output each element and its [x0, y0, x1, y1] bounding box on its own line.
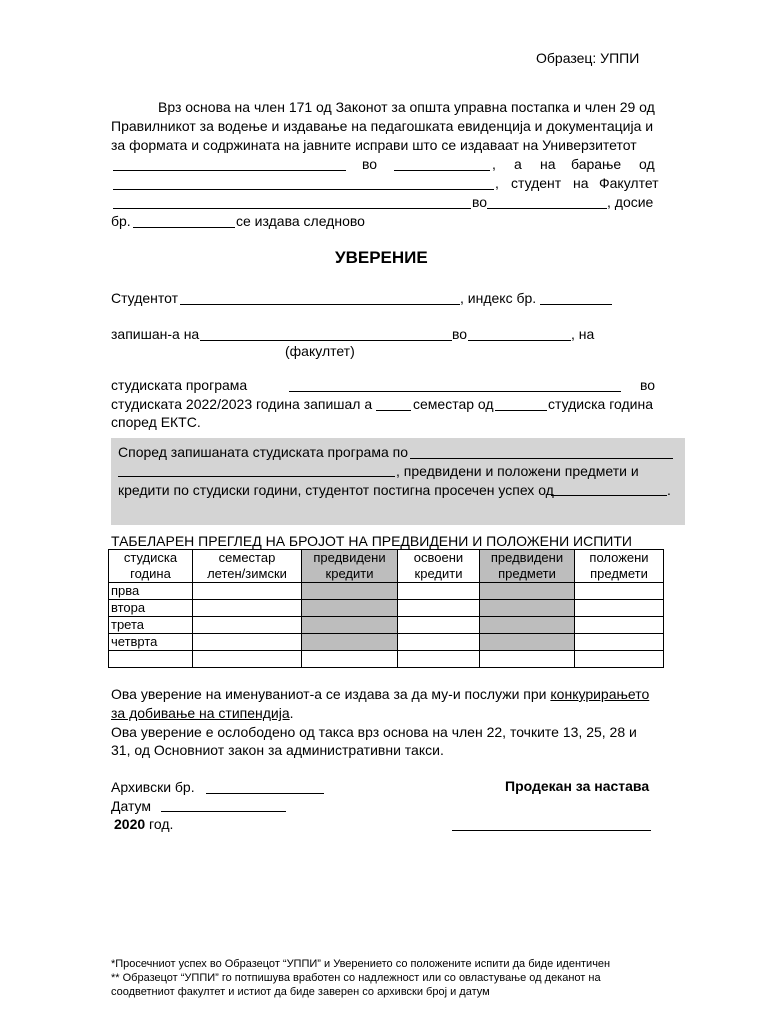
table-caption: ТАБЕЛАРЕН ПРЕГЛЕД НА БРОЈОТ НА ПРЕДВИДЕНИ И ПОЛОЖЕНИ ИСПИТИ	[111, 533, 632, 549]
col-header: освоени кредити	[398, 550, 480, 583]
purpose-underlined-1: конкурирањето	[550, 686, 650, 702]
table-cell[interactable]	[302, 583, 398, 600]
year-cell: четврта	[109, 634, 193, 651]
average-grade-blank[interactable]	[551, 495, 667, 496]
program-vo: во	[640, 377, 656, 393]
dossier-number-blank[interactable]	[133, 227, 235, 228]
table-row	[109, 583, 664, 600]
program-blank[interactable]	[289, 391, 621, 392]
table-cell[interactable]	[193, 583, 302, 600]
grey-line-1: Според запишаната студиската програма по	[118, 444, 409, 460]
table-cell[interactable]	[480, 651, 575, 668]
purpose-line-2: за добивање на стипендија.	[111, 705, 294, 721]
year-line: студиската 2022/2023 година запишал а	[111, 396, 373, 412]
ects-line: според ЕКТС.	[111, 414, 201, 430]
col-header: семестар летен/зимски	[193, 550, 302, 583]
index-number-blank[interactable]	[540, 304, 612, 305]
table-row	[109, 634, 664, 651]
comma: ,	[495, 175, 499, 191]
year-cell: втора	[109, 600, 193, 617]
col-header: предвидени кредити	[302, 550, 398, 583]
comma: ,	[492, 156, 496, 172]
program-name-blank-2[interactable]	[118, 476, 395, 477]
archive-number-blank[interactable]	[206, 793, 324, 794]
table-cell[interactable]	[480, 617, 575, 634]
intro-vo-2: во	[472, 194, 488, 210]
archive-label: Архивски бр.	[111, 779, 195, 795]
enrolled-na: , на	[571, 326, 595, 342]
study-year-blank[interactable]	[495, 410, 547, 411]
signatory-title: Продекан за настава	[505, 778, 650, 794]
intro-na: на	[540, 156, 556, 172]
table-cell[interactable]	[193, 600, 302, 617]
note-3: соодветниот факултет и истиот да биде заверен со архивски број и датум	[111, 986, 490, 998]
table-cell[interactable]	[302, 651, 398, 668]
table-cell[interactable]	[575, 583, 664, 600]
faculty-city-blank[interactable]	[487, 208, 607, 209]
table-row	[109, 617, 664, 634]
faculty-name-blank[interactable]	[113, 208, 471, 209]
col-header: предвидени предмети	[480, 550, 575, 583]
table-cell[interactable]	[575, 617, 664, 634]
year-cell	[109, 651, 193, 668]
year-cell: прва	[109, 583, 193, 600]
table-cell[interactable]	[575, 634, 664, 651]
table-cell[interactable]	[575, 600, 664, 617]
enrolled-label: запишан-а на	[111, 326, 200, 342]
program-name-blank[interactable]	[410, 458, 673, 459]
table-cell[interactable]	[575, 651, 664, 668]
table-cell[interactable]	[398, 617, 480, 634]
study-year-label: студиска година	[548, 396, 653, 412]
student-label: Студентот	[111, 290, 179, 306]
program-label: студиската програма	[111, 377, 248, 393]
purpose-line-4: 31, од Основниот закон за административни такси.	[111, 742, 444, 758]
table-cell[interactable]	[302, 617, 398, 634]
intro-student: студент	[511, 175, 562, 191]
intro-dosie: , досие	[607, 194, 654, 210]
table-cell[interactable]	[193, 617, 302, 634]
table-cell[interactable]	[480, 583, 575, 600]
table-cell[interactable]	[302, 634, 398, 651]
table-row	[109, 651, 664, 668]
table-cell[interactable]	[193, 651, 302, 668]
date-label: Датум	[111, 798, 151, 814]
faculty-blank[interactable]	[200, 340, 452, 341]
grey-line-3: кредити по студиски години, студентот постигна просечен успех од	[118, 482, 554, 498]
intro-end: се издава следново	[236, 213, 365, 229]
intro-na-2: на	[573, 175, 589, 191]
table-cell[interactable]	[193, 634, 302, 651]
intro-line-2: Правилникот за водење и издавање на педагошката евиденција и документација и	[111, 118, 654, 134]
purpose-underlined-2: за добивање на стипендија	[111, 705, 290, 721]
city-blank[interactable]	[468, 340, 571, 341]
year-line-footer: 2020 год.	[114, 816, 174, 832]
signature-line[interactable]	[452, 830, 651, 831]
intro-line-1: Врз основа на член 171 од Законот за општа управна постапка и член 29 од	[158, 99, 655, 115]
col-header: студиска година	[109, 550, 193, 583]
purpose-line-1: Ова уверение на именуваниот-а се издава за да му-и послужи при конкурирањето	[111, 686, 650, 702]
note-2: ** Образецот “УППИ” го потпишува вработен со надлежност или со овластување од деканот на	[111, 972, 601, 984]
table-header-row	[109, 550, 664, 583]
table-cell[interactable]	[398, 583, 480, 600]
grey-line-3-end: .	[667, 482, 671, 498]
page-title: УВЕРЕНИЕ	[335, 248, 428, 267]
table-row	[109, 600, 664, 617]
year-cell: трета	[109, 617, 193, 634]
form-code: Образец: УППИ	[536, 50, 640, 66]
purpose-line-3: Ова уверение е ослободено од такса врз основа на член 22, точките 13, 25, 28 и	[111, 724, 637, 740]
enrolled-vo: во	[452, 326, 468, 342]
student-name-blank[interactable]	[180, 304, 460, 305]
intro-baranje: барање	[571, 156, 622, 172]
table-cell[interactable]	[480, 634, 575, 651]
intro-vo: во	[362, 156, 378, 172]
grey-line-2: , предвидени и положени предмети и	[396, 463, 639, 479]
exams-table	[108, 549, 664, 668]
intro-br: бр.	[111, 213, 131, 229]
requester-blank[interactable]	[113, 189, 494, 190]
table-cell[interactable]	[398, 634, 480, 651]
university-name-blank[interactable]	[113, 170, 346, 171]
faculty-hint: (факултет)	[285, 343, 355, 359]
semester-number-blank[interactable]	[376, 410, 411, 411]
semester-label: семестар од	[413, 396, 494, 412]
intro-fakultet: Факултет	[599, 175, 659, 191]
col-header: положени предмети	[575, 550, 664, 583]
table-cell[interactable]	[398, 651, 480, 668]
table-cell[interactable]	[480, 600, 575, 617]
table-cell[interactable]	[302, 600, 398, 617]
table-cell[interactable]	[398, 600, 480, 617]
note-1: *Просечниот успех во Образецот “УППИ” и Уверението со положените испити да биде идентичен	[111, 958, 611, 970]
university-city-blank[interactable]	[394, 170, 490, 171]
date-blank[interactable]	[161, 811, 286, 812]
intro-od: од	[639, 156, 655, 172]
index-label: , индекс бр.	[460, 290, 537, 306]
intro-line-3: за формата и содржината на јавните исправи што се издаваат на Универзитетот	[111, 137, 637, 153]
intro-a: а	[514, 156, 522, 172]
